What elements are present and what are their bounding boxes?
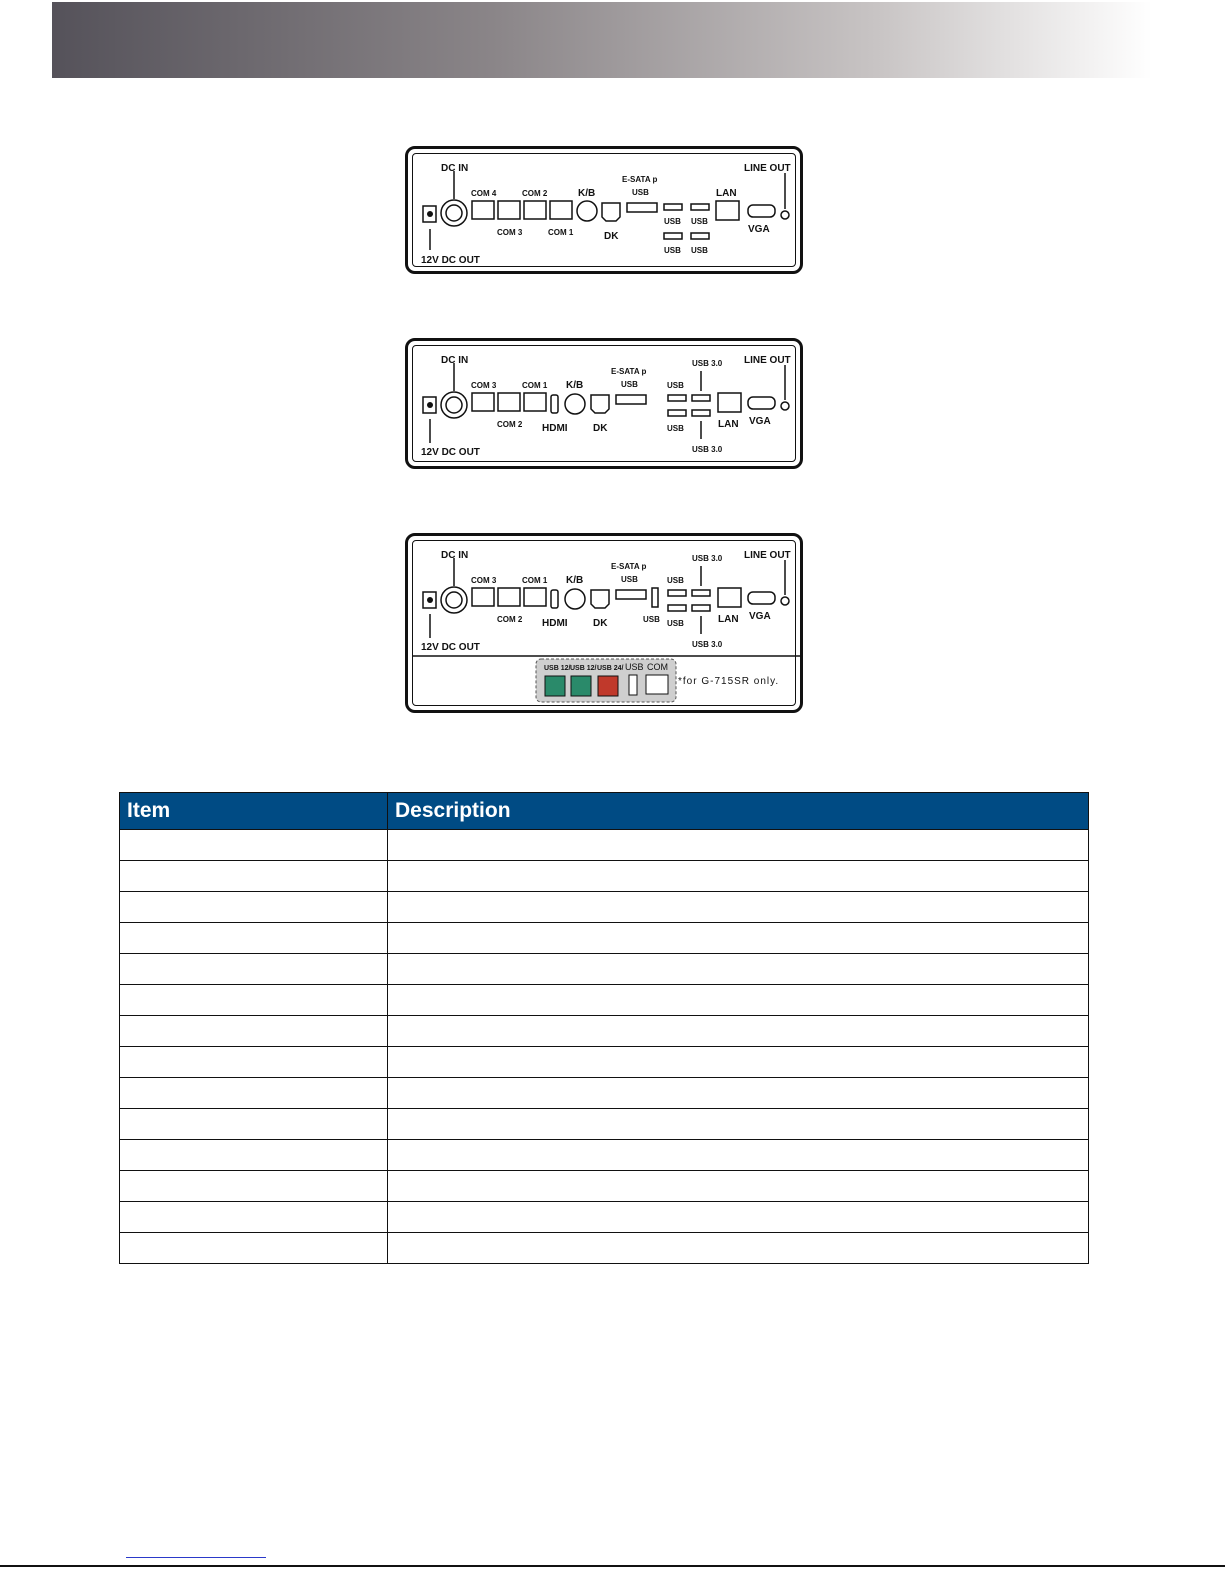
table-cell-description (388, 1016, 1089, 1047)
vga-port (748, 205, 775, 217)
label-usb: USB (664, 217, 681, 226)
usb-port (668, 395, 686, 401)
dk-port (591, 395, 609, 413)
label-lan: LAN (716, 188, 737, 199)
label-usb30: USB 3.0 (692, 554, 723, 563)
com-port (498, 588, 520, 606)
table-cell-description (388, 1078, 1089, 1109)
label-esata-usb: USB (621, 380, 638, 389)
label-usb: USB (667, 424, 684, 433)
rear-panel-3 (405, 533, 803, 713)
label-dk: DK (604, 231, 619, 242)
kb-port (565, 394, 585, 414)
usb-port (664, 204, 682, 210)
usb-port (692, 410, 710, 416)
label-12v-dc-out: 12V DC OUT (421, 447, 480, 458)
label-usb12: USB 12/ (570, 665, 597, 672)
label-line-out: LINE OUT (744, 550, 791, 561)
label-com3: COM 3 (471, 381, 497, 390)
label-usb24: USB 24/ (597, 665, 624, 672)
label-vga: VGA (749, 416, 771, 427)
table-row (120, 923, 1089, 954)
hdmi-port (551, 395, 558, 413)
com-port (646, 675, 668, 694)
kb-port (565, 589, 585, 609)
label-line-out: LINE OUT (744, 355, 791, 366)
table-cell-description (388, 1202, 1089, 1233)
table-cell-description (388, 892, 1089, 923)
table-header-row (120, 793, 1089, 830)
table-row (120, 954, 1089, 985)
label-com2: COM 2 (522, 189, 548, 198)
powered-usb-12v-port (545, 676, 565, 696)
line-out-jack (781, 597, 789, 605)
label-dk: DK (593, 423, 608, 434)
table-cell-item (120, 1140, 388, 1171)
table-cell-item (120, 1171, 388, 1202)
column-header-description: Description (388, 793, 1089, 830)
table-cell-item (120, 923, 388, 954)
label-usb: USB (664, 246, 681, 255)
table-cell-item (120, 861, 388, 892)
table-row (120, 1078, 1089, 1109)
rear-panel-3-diagram (408, 536, 806, 716)
table-row (120, 861, 1089, 892)
label-dk: DK (593, 618, 608, 629)
label-vga: VGA (749, 611, 771, 622)
line-out-jack (781, 211, 789, 219)
esata-port (616, 395, 646, 404)
usb-port (692, 590, 710, 596)
table-cell-description (388, 1233, 1089, 1264)
table-row (120, 1109, 1089, 1140)
hdmi-port (551, 590, 558, 608)
label-com1: COM 1 (522, 381, 548, 390)
label-com2: COM 2 (497, 420, 523, 429)
table-cell-description (388, 830, 1089, 861)
lan-port (718, 393, 741, 412)
table-row (120, 1202, 1089, 1233)
com-port (524, 588, 546, 606)
table-row (120, 1233, 1089, 1264)
label-kb: K/B (566, 380, 584, 391)
com-port (472, 201, 494, 219)
label-usb: USB (667, 619, 684, 628)
label-esata: E-SATA p (611, 367, 647, 376)
table-cell-description (388, 861, 1089, 892)
usb-port (664, 233, 682, 239)
esata-port (616, 590, 646, 599)
model-note: *for G-715SR only. (678, 676, 780, 687)
table-cell-item (120, 892, 388, 923)
label-com: COM (647, 662, 668, 672)
label-usb: USB (625, 662, 644, 672)
table-cell-description (388, 1109, 1089, 1140)
usb-port-vertical (629, 675, 637, 695)
vga-port (748, 397, 775, 409)
label-esata-usb: USB (621, 575, 638, 584)
label-lan: LAN (718, 614, 739, 625)
table-cell-item (120, 1233, 388, 1264)
vga-port (748, 592, 775, 604)
table-row (120, 1047, 1089, 1078)
table-cell-item (120, 985, 388, 1016)
column-header-item: Item (120, 793, 388, 830)
label-dc-in: DC IN (441, 163, 469, 174)
table-row (120, 1016, 1089, 1047)
label-lan: LAN (718, 419, 739, 430)
table-cell-description (388, 1140, 1089, 1171)
table-row (120, 985, 1089, 1016)
usb-port (668, 410, 686, 416)
label-usb30: USB 3.0 (692, 640, 723, 649)
table-cell-item (120, 954, 388, 985)
powered-usb-12v-port (571, 676, 591, 696)
rear-panel-2 (405, 338, 803, 469)
table-row (120, 830, 1089, 861)
table-row (120, 1140, 1089, 1171)
label-esata: E-SATA p (622, 175, 658, 184)
label-kb: K/B (566, 575, 584, 586)
usb-port (691, 204, 709, 210)
usb-port (692, 605, 710, 611)
table-cell-description (388, 1171, 1089, 1202)
table-cell-item (120, 1202, 388, 1233)
com-port (498, 201, 520, 219)
table-cell-description (388, 954, 1089, 985)
table-cell-item (120, 830, 388, 861)
table-row (120, 892, 1089, 923)
lan-port (716, 201, 739, 220)
label-hdmi: HDMI (542, 423, 568, 434)
label-usb: USB (691, 246, 708, 255)
com-port (550, 201, 572, 219)
rear-panel-1-diagram (408, 149, 806, 277)
label-com2: COM 2 (497, 615, 523, 624)
esata-port (627, 203, 657, 212)
label-com4: COM 4 (471, 189, 497, 198)
label-usb: USB (667, 381, 684, 390)
label-esata-usb: USB (632, 188, 649, 197)
usb-port (668, 590, 686, 596)
rear-panel-2-diagram (408, 341, 806, 472)
com-port (472, 393, 494, 411)
table-cell-description (388, 923, 1089, 954)
label-com3: COM 3 (497, 228, 523, 237)
dk-port (602, 203, 620, 221)
dk-port (591, 590, 609, 608)
label-usb: USB (691, 217, 708, 226)
line-out-jack (781, 402, 789, 410)
label-usb12: USB 12/ (544, 665, 571, 672)
footer-link-underline (126, 1557, 266, 1558)
com-port (472, 588, 494, 606)
label-com1: COM 1 (548, 228, 574, 237)
label-vga: VGA (748, 224, 770, 235)
ports-table (119, 792, 1089, 1264)
label-com3: COM 3 (471, 576, 497, 585)
footer-rule (0, 1565, 1225, 1567)
label-dc-in: DC IN (441, 550, 469, 561)
label-com1: COM 1 (522, 576, 548, 585)
table-cell-item (120, 1047, 388, 1078)
label-usb30: USB 3.0 (692, 445, 723, 454)
label-dc-in: DC IN (441, 355, 469, 366)
label-12v-dc-out: 12V DC OUT (421, 255, 480, 266)
dc-in-port (441, 200, 467, 226)
usb-port (668, 605, 686, 611)
rear-panel-1 (405, 146, 803, 274)
table-cell-description (388, 985, 1089, 1016)
powered-usb-24v-port (598, 676, 618, 696)
usb-port (692, 395, 710, 401)
table-row (120, 1171, 1089, 1202)
table-cell-item (120, 1016, 388, 1047)
label-12v-dc-out: 12V DC OUT (421, 642, 480, 653)
label-hdmi: HDMI (542, 618, 568, 629)
com-port (498, 393, 520, 411)
label-usb: USB (643, 615, 660, 624)
com-port (524, 393, 546, 411)
lan-port (718, 588, 741, 607)
usb-port-vertical (652, 588, 658, 607)
label-kb: K/B (578, 188, 596, 199)
table-cell-description (388, 1047, 1089, 1078)
label-esata: E-SATA p (611, 562, 647, 571)
header-band (52, 2, 1152, 78)
usb-port (691, 233, 709, 239)
dc-in-port (441, 587, 467, 613)
dc-in-port (441, 392, 467, 418)
table-cell-item (120, 1109, 388, 1140)
kb-port (577, 201, 597, 221)
com-port (524, 201, 546, 219)
label-usb: USB (667, 576, 684, 585)
label-usb30: USB 3.0 (692, 359, 723, 368)
table-cell-item (120, 1078, 388, 1109)
label-line-out: LINE OUT (744, 163, 791, 174)
